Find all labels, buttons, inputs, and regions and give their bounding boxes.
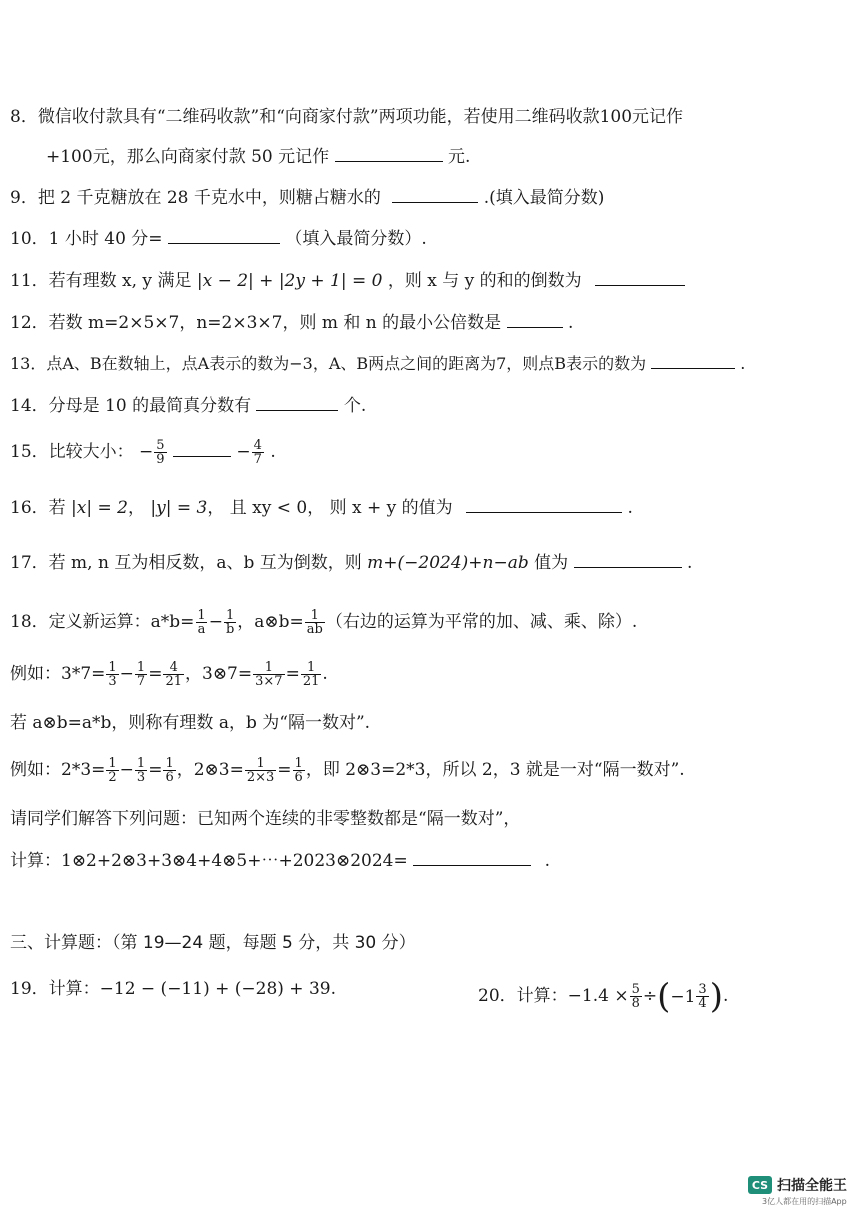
- fraction-5-8: $\frac{5}{8}$: [631, 982, 640, 1011]
- question-10-note: （填入最简分数）.: [285, 229, 427, 249]
- fraction-1-3x7: $\frac{1}{3\times 7}$: [255, 660, 283, 689]
- question-12: [10, 312, 573, 334]
- section-3-title: 三、计算题：（第 19—24 题，每题 5 分，共 30 分）: [10, 933, 416, 953]
- answer-blank-9[interactable]: [392, 188, 478, 203]
- question-15-text: 15．比较大小：: [10, 442, 134, 462]
- answer-blank-16[interactable]: [466, 498, 622, 513]
- example-2-conclusion: ，即 2⊗3=2*3，所以 2，3 就是一对“隔一数对”.: [305, 760, 685, 780]
- answer-blank-12[interactable]: [507, 313, 563, 328]
- fraction-1-2: $\frac{1}{2}$: [108, 756, 117, 785]
- example-1-label: 例如：3*7=: [10, 664, 106, 684]
- fraction-1-over-a: $\frac{1}{a}$: [197, 608, 206, 637]
- calc-expression: 计算：1⊗2+2⊗3+3⊗4+4⊗5+⋯+2023⊗2024=: [10, 851, 408, 871]
- question-16-end: .: [627, 498, 633, 518]
- question-17-text: 17．若 m, n 互为相反数，a、b 互为倒数，则: [10, 553, 362, 573]
- question-9-text: 9．把 2 千克糖放在 28 千克水中，则糖占糖水的: [10, 188, 381, 208]
- cs-badge: CS: [748, 1176, 772, 1194]
- answer-blank-17[interactable]: [574, 553, 682, 568]
- question-18-definition: 18．定义新运算：a*b= $\frac{1}{a}$ − $\frac{1}{b}$ ，a⊗b= $\frac{1}{ab}$ （右边的运算为平常的加、减、乘、除）.: [10, 608, 638, 637]
- question-14: [10, 395, 366, 417]
- example-2-label: 例如：2*3=: [10, 760, 106, 780]
- question-8-line-2: [46, 146, 470, 168]
- example-1-end: .: [322, 664, 328, 684]
- example-1-otimes: ，3⊗7=: [185, 664, 253, 684]
- question-18-calc: [10, 850, 550, 872]
- question-11-text-2: ，则 x 与 y 的和的倒数为: [387, 271, 582, 291]
- question-16-ask: 则 x + y 的值为: [329, 498, 453, 518]
- answer-blank-8[interactable]: [335, 147, 443, 162]
- condition-abs-y: |y| = 3: [150, 498, 208, 518]
- question-11-expression: |x − 2| + |2y + 1| = 0: [196, 271, 383, 291]
- question-18-rule: 若 a⊗b=a*b，则称有理数 a，b 为“隔一数对”.: [10, 713, 371, 733]
- question-18-example-1: 例如：3*7= $\frac{1}{3}$ − $\frac{1}{7}$ = $\frac{4}{21}$ ，3⊗7= $\frac{1}{3\times 7}$ = $\frac{1}{21}$ .: [10, 660, 328, 689]
- question-20-end: .: [722, 986, 729, 1006]
- example-2-otimes: ，2⊗3=: [176, 760, 244, 780]
- fraction-denominator: 9: [156, 452, 165, 467]
- answer-blank-11[interactable]: [595, 271, 685, 286]
- question-12-text: 12．若数 m=2×5×7，n=2×3×7，则 m 和 n 的最小公倍数是: [10, 313, 502, 333]
- question-18-example-2: 例如：2*3= $\frac{1}{2}$ − $\frac{1}{3}$ = $\frac{1}{6}$ ，2⊗3= $\frac{1}{2\times 3}$ = $\frac{1}{6}$ ，即 2⊗3=2*3，所以 2，3 就是一对“隔一数对”.: [10, 756, 685, 785]
- fraction-1-3: $\frac{1}{3}$: [108, 660, 117, 689]
- answer-blank-15[interactable]: [173, 442, 231, 457]
- question-19: 19．计算：−12 − (−11) + (−28) + 39.: [10, 979, 336, 999]
- right-paren: ): [709, 976, 723, 1017]
- question-20: [478, 978, 728, 1015]
- definition-star-label: 18．定义新运算：a*b=: [10, 612, 195, 632]
- question-17-ask: 值为: [534, 553, 569, 573]
- fraction-1-21: $\frac{1}{21}$: [302, 660, 320, 689]
- question-18-ask: 请同学们解答下列问题：已知两个连续的非零整数都是“隔一数对”，: [10, 809, 521, 829]
- question-8-unit: 元.: [447, 147, 471, 167]
- fraction-minus-5-9: [154, 439, 166, 466]
- fraction-denominator: 7: [253, 452, 262, 467]
- fraction-1-6: $\frac{1}{6}$: [165, 756, 174, 785]
- mixed-number: [670, 979, 709, 1015]
- question-17-end: .: [686, 553, 693, 573]
- question-14-unit: 个.: [343, 396, 367, 416]
- definition-note: （右边的运算为平常的加、减、乘、除）.: [325, 612, 638, 632]
- question-10: [10, 228, 427, 250]
- question-9: [10, 187, 604, 209]
- fraction-1-7: $\frac{1}{7}$: [136, 660, 146, 689]
- question-11: [10, 270, 685, 292]
- question-8-line-1: 8．微信收付款具有“二维码收款”和“向商家付款”两项功能，若使用二维码收款100元记作: [10, 107, 684, 127]
- question-8-text: +100元，那么向商家付款 50 元记作: [46, 147, 330, 167]
- calc-end: .: [544, 851, 550, 871]
- question-20-text: 20．计算：−1.4 ×: [478, 986, 629, 1006]
- condition-abs-x: |x| = 2: [71, 498, 128, 518]
- left-paren: (: [657, 976, 671, 1017]
- scanner-logo: [748, 1175, 847, 1195]
- fraction-numerator: 4: [253, 438, 262, 453]
- fraction-1-sign: −: [139, 442, 154, 462]
- question-13: [10, 353, 745, 375]
- fraction-1-6-b: $\frac{1}{6}$: [294, 756, 303, 785]
- question-12-end: .: [567, 313, 574, 333]
- question-10-text: 10．1 小时 40 分=: [10, 229, 163, 249]
- logo-subtitle: 3亿人都在用的扫描App: [762, 1197, 847, 1206]
- answer-blank-18[interactable]: [413, 851, 531, 866]
- fraction-4-21: $\frac{4}{21}$: [165, 660, 182, 689]
- answer-blank-14[interactable]: [256, 396, 338, 411]
- fraction-1-over-ab: $\frac{1}{ab}$: [306, 608, 323, 637]
- answer-blank-13[interactable]: [651, 354, 735, 369]
- question-13-text: 13．点A、B在数轴上，点A表示的数为−3，A、B两点之间的距离为7，则点B表示的数为: [10, 354, 647, 373]
- question-16: 16．若 |x| = 2， |y| = 3， 且 xy < 0， 则 x + y 的值为 .: [10, 498, 633, 518]
- fraction-2-sign: −: [236, 442, 251, 462]
- fraction-1-3: $\frac{1}{3}$: [136, 756, 146, 785]
- logo-name: 扫描全能王: [777, 1178, 847, 1194]
- question-13-end: .: [740, 354, 746, 373]
- definition-otimes-label: ，a⊗b=: [237, 612, 304, 632]
- question-17: [10, 552, 692, 574]
- question-9-note: .(填入最简分数): [483, 188, 605, 208]
- answer-blank-10[interactable]: [168, 229, 280, 244]
- condition-xy: 且 xy < 0: [229, 498, 308, 518]
- mixed-whole: −1: [670, 986, 696, 1007]
- question-17-expression: m+(−2024)+n−ab: [367, 553, 529, 573]
- question-16-text: 16．若: [10, 498, 66, 518]
- question-11-text: 11．若有理数 x, y 满足: [10, 271, 192, 291]
- fraction-1-2x3: $\frac{1}{2\times 3}$: [246, 756, 275, 785]
- fraction-3-4: $\frac{3}{4}$: [698, 982, 707, 1011]
- fraction-1-over-b: $\frac{1}{b}$: [225, 608, 235, 637]
- question-15-end: .: [270, 442, 276, 462]
- division-sign: ÷: [642, 986, 658, 1006]
- fraction-numerator: 5: [156, 438, 165, 453]
- question-15: [10, 434, 276, 470]
- fraction-minus-4-7: [252, 439, 264, 466]
- question-14-text: 14．分母是 10 的最简真分数有: [10, 396, 252, 416]
